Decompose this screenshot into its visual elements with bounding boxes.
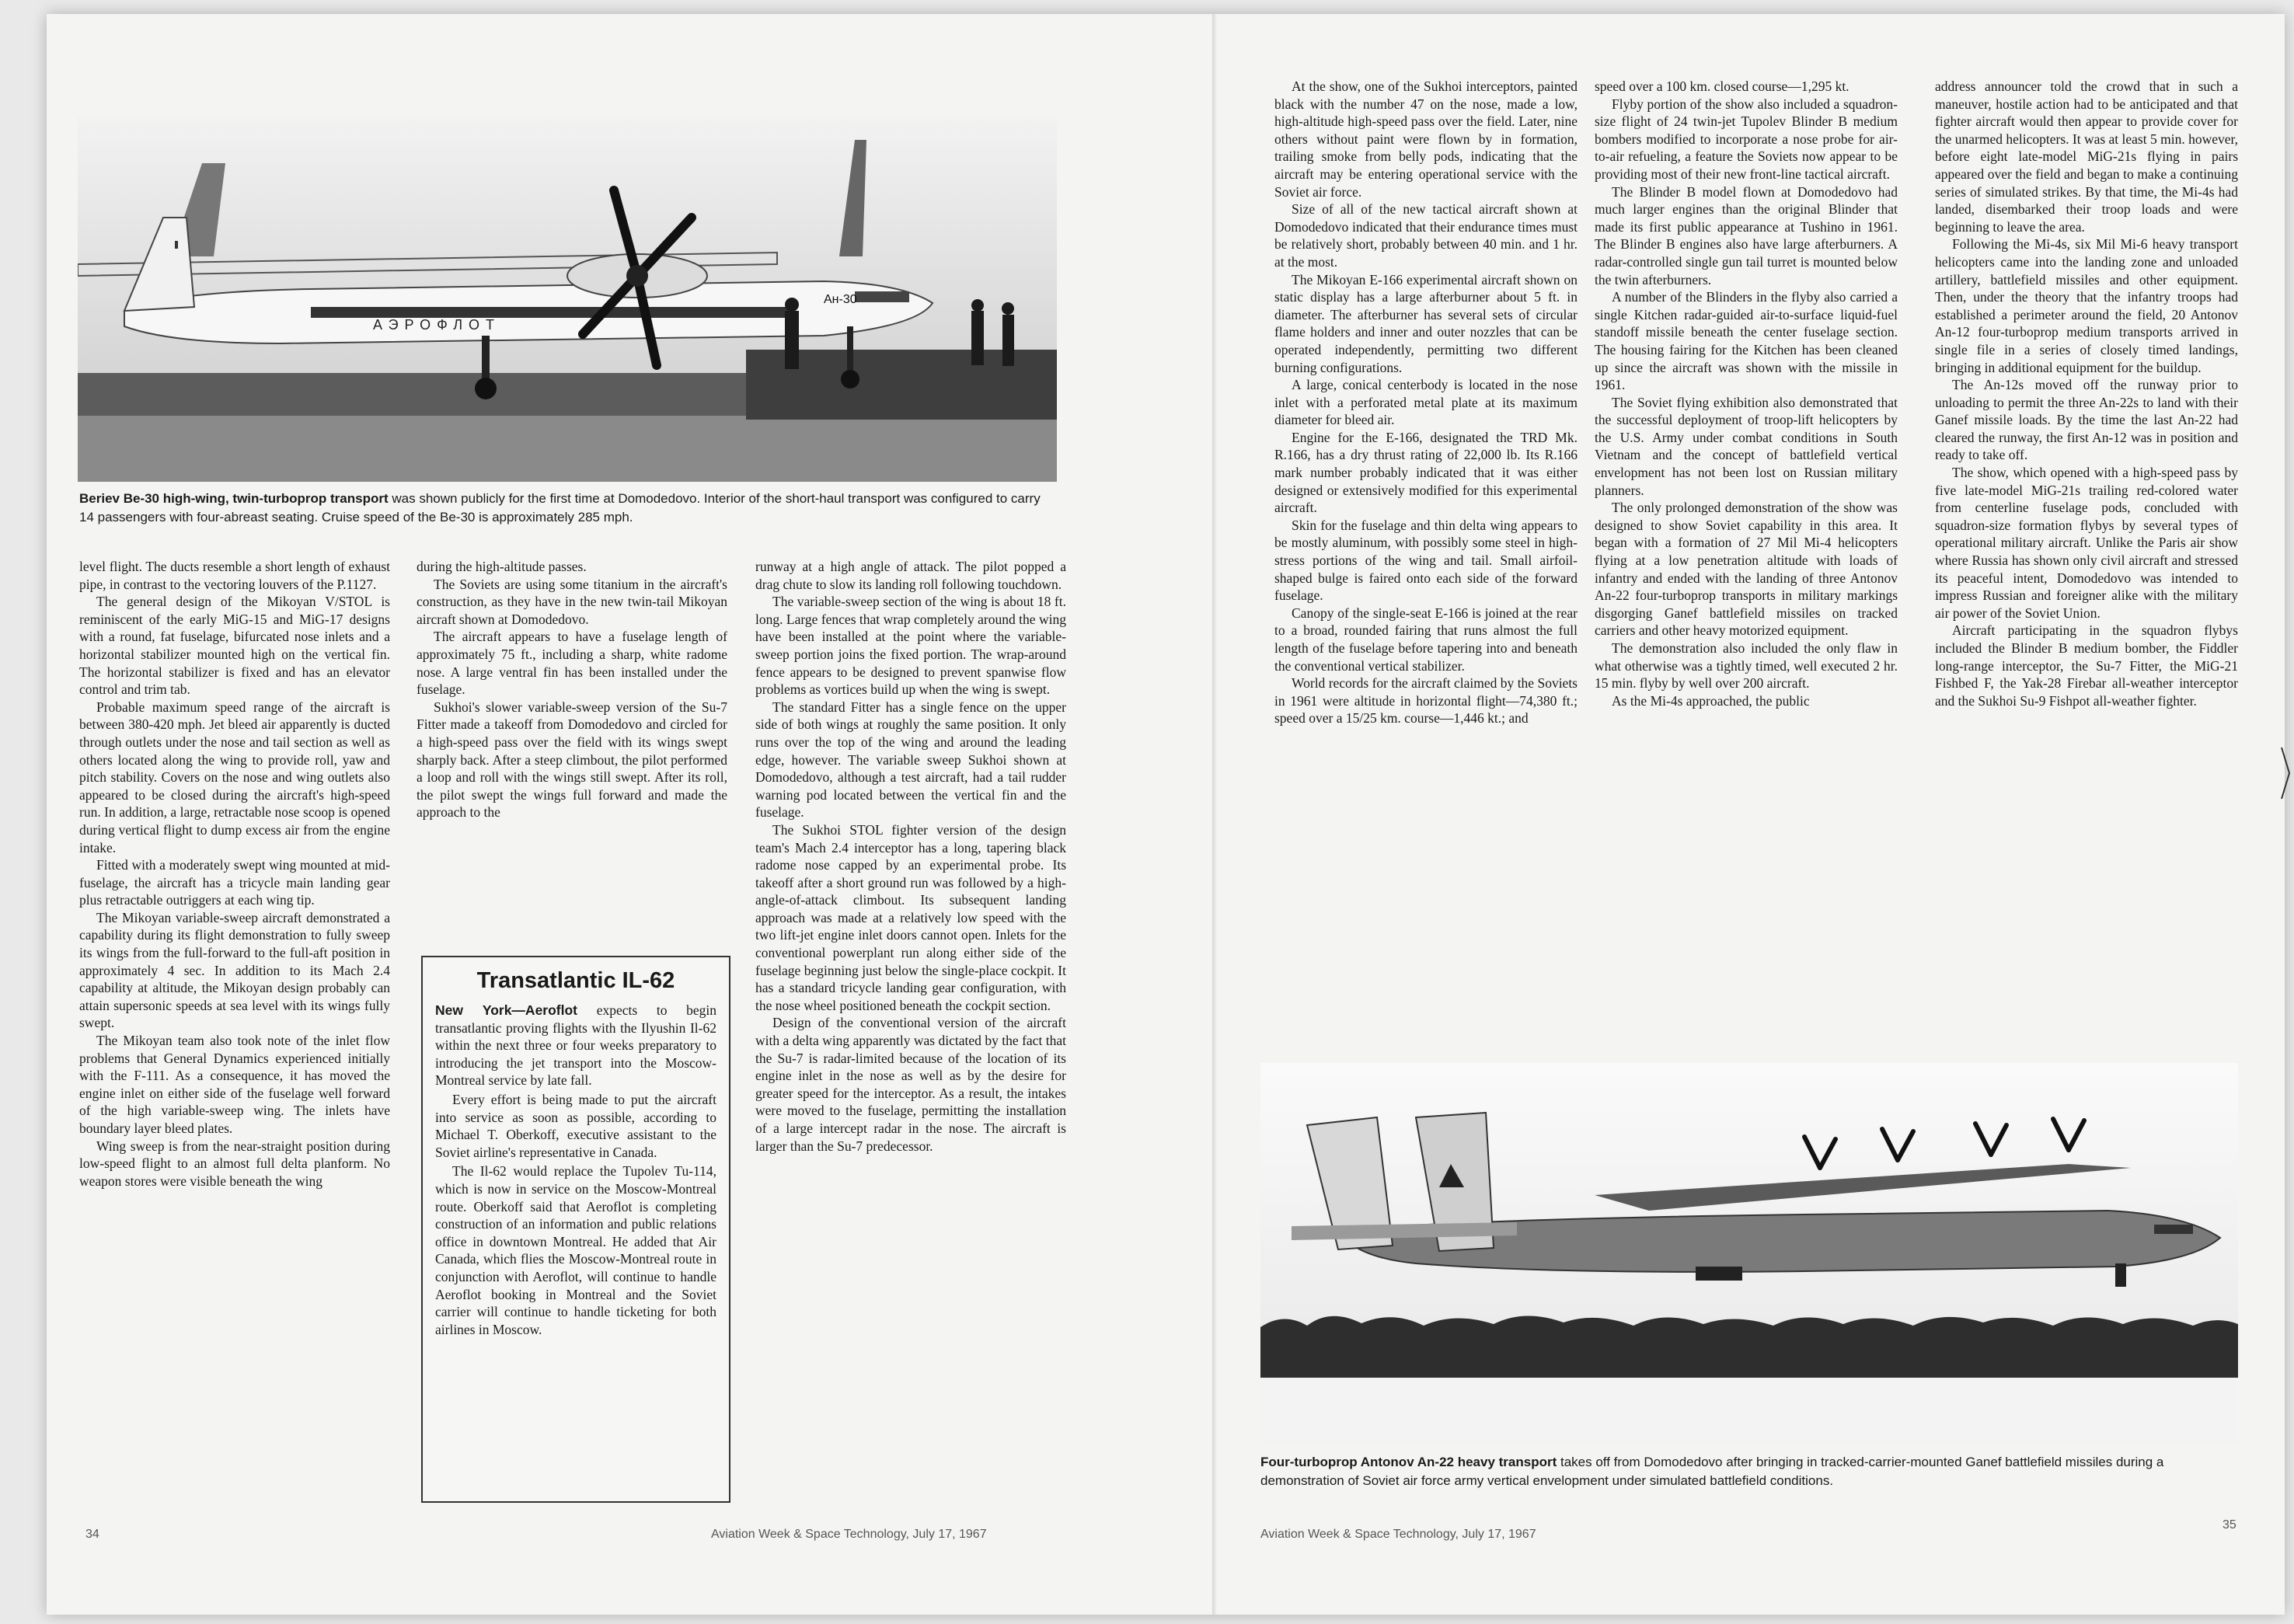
paragraph: The demonstration also included the only flaw in what otherwise was a tightly timed, well executed 2 hr. 15 min. flyby by well over 200 aircraft. <box>1595 640 1898 692</box>
paragraph: Wing sweep is from the near-straight position during low-speed flight to an almost full delta planform. No weapon stores were visible beneath the wing <box>79 1138 390 1189</box>
transatlantic-il62-sidebar <box>421 956 730 1503</box>
left-column-1 <box>79 558 390 1514</box>
paragraph: Probable maximum speed range of the aircraft is between 380-420 mph. Jet bleed air apparently is ducted through outlets under the nose and tail section as well as others located along the wing to provide roll, yaw and pitch stability. Covers on the nose and wing outlets also appeared to be closed during the aircraft's high-speed run. In addition, a large, retractable nose scoop is opened during vertical flight to dump excess air from the engine intake. <box>79 699 390 856</box>
paragraph: The Mikoyan variable-sweep aircraft demonstrated a capability during its flight demonstration to fully sweep its wings from the full-forward to the full-aft position in approximately 4 sec. In addition to its Mach 2.4 capability at altitude, the Mikoyan design probably can attain supersonic speeds at sea level with its wings fully swept. <box>79 909 390 1031</box>
paragraph: The show, which opened with a high-speed pass by five late-model MiG-21s trailing red-colored water from centerline fuselage pods, concluded with squadron-size formation flybys by several types of operational military aircraft. Unlike the Paris air show where Russia has shown only civil aircraft and stressed its peaceful intent, Domodedovo was intended to impress Russian and foreigner alike with the military air power of the Soviet Union. <box>1935 465 2238 621</box>
an22-takeoff-photo <box>1260 1063 2238 1444</box>
paragraph: The Mikoyan E-166 experimental aircraft shown on static display has a large afterburner about 5 ft. in diameter. The afterburner has several sets of circular flame holders and inner and outer nozzles that can be operated independently, permitting two different burning configurations. <box>1274 271 1578 375</box>
paragraph: The standard Fitter has a single fence on the upper side of both wings at roughly the same position. It only runs over the top of the wing and around the leading edge, however. The variable sweep Sukhoi shown at Domodedovo, although a test aircraft, had a tail rudder warning pod located between the vertical fin and the fuselage. <box>755 699 1066 821</box>
paragraph: Design of the conventional version of the aircraft with a delta wing apparently was dictated by the fact that the Su-7 is radar-limited because of the location of its engine inlet in the nose as well as by the desire for greater speed for the interceptor. As a result, the intakes were moved to the fuselage, permitting the installation of a large intercept radar in the nose. The aircraft is larger than the Su-7 predecessor. <box>755 1015 1066 1154</box>
paragraph: Aircraft participating in the squadron flybys included the Blinder B medium bomber, the Fiddler long-range interceptor, the Su-7 Fitter, the MiG-21 Fishbed F, the Yak-28 Firebar all-weather interceptor and the Sukhoi Su-9 Fishpot all-weather fighter. <box>1935 622 2238 709</box>
paragraph: speed over a 100 km. closed course—1,295 kt. <box>1595 78 1849 94</box>
left-photo-caption <box>79 490 1058 527</box>
paragraph: Engine for the E-166, designated the TRD Mk. R.166, has a dry thrust rating of 22,000 lb. Its R.166 mark number probably indicated that it was either designed or extensively modified for this experimental aircraft. <box>1274 429 1578 516</box>
paragraph: The Sukhoi STOL fighter version of the design team's Mach 2.4 interceptor has a long, tapering black radome nose capped by an experimental probe. Its takeoff after a short ground run was followed by a high-angle-of-attack climbout. Its subsequent landing approach was made at a relatively low speed with the two lift-jet engine inlet doors cannot open. Inlets for the conventional powerplant run along either side of the fuselage beginning just below the single-place cockpit. It has a standard tricycle landing gear configuration, with the nose wheel positioned beneath the cockpit section. <box>755 821 1066 1013</box>
paragraph: As the Mi-4s approached, the public <box>1612 692 1810 709</box>
viewer-next-page-tab[interactable] <box>2280 746 2291 800</box>
caption-text: takes off from Domodedovo after bringing in tracked-carrier-mounted Ganef battlefield missiles during a demonstration of Soviet air force army vertical envelopment under simulated battlefield conditions. <box>1260 1455 2164 1488</box>
paragraph: Canopy of the single-seat E-166 is joined at the rear to a broad, rounded fairing that runs almost the full length of the fuselage before tapering into and beneath the conventional vertical stabilizer. <box>1274 605 1578 674</box>
page-gutter <box>1212 14 1217 1615</box>
right-page-number: 35 <box>2223 1518 2236 1532</box>
paragraph: level flight. The ducts resemble a short length of exhaust pipe, in contrast to the vectoring louvers of the P.1127. <box>79 559 390 592</box>
paragraph: address announcer told the crowd that in such a maneuver, hostile action had to be anticipated and that fighter aircraft would then appear to provide cover for the unarmed helicopters. It was at least 5 min. however, before eight late-model MiG-21s flying in pairs appeared over the field and began to make a continuing series of simulated strikes. By that time, the Mi-4s had landed, disembarked their troop loads and were beginning to leave the area. <box>1935 78 2238 235</box>
paragraph: Flyby portion of the show also included a squadron-size flight of 24 twin-jet Tupolev Blinder B medium bombers modified to incorporate a nose probe for air-to-air refueling, a feature the Soviets now appear to be providing most of their new front-line tactical aircraft. <box>1595 96 1898 182</box>
caption-text: was shown publicly for the first time at Domodedovo. Interior of the short-haul transport was configured to carry 14 passengers with four-abreast seating. Cruise speed of the Be-30 is approximately 285 mph. <box>79 491 1041 524</box>
paragraph: The aircraft appears to have a fuselage length of approximately 75 ft., including a sharp, white radome nose. A large ventral fin has been installed under the fuselage. <box>417 629 727 698</box>
paragraph: The Soviet flying exhibition also demonstrated that the successful deployment of troop-lift helicopters by the U.S. Army under combat conditions in South Vietnam and the concept of battlefield vertical envelopment has not been lost on Russian military planners. <box>1595 394 1898 498</box>
left-column-2 <box>417 558 727 946</box>
svg-text:Ан-30: Ан-30 <box>824 293 857 306</box>
sidebar-paragraph: The Il-62 would replace the Tupolev Tu-114, which is now in service on the Moscow-Montreal route. Oberkoff said that Aeroflot is completing construction of an information and public relations office in downtown Montreal. He added that Air Canada, which flies the Moscow-Montreal route in conjunction with Aeroflot, will continue to handle Aeroflot booking in Montreal and the Soviet carrier will continue to handle ticketing for both airlines in Moscow. <box>435 1163 716 1337</box>
paragraph: At the show, one of the Sukhoi interceptors, painted black with the number 47 on the nose, made a low, high-altitude high-speed pass over the field. Later, nine others without paint were flown by in formation, trailing smoke from belly pods, indicating that the aircraft may be entering operational service with the Soviet air force. <box>1274 78 1578 200</box>
paragraph: The Mikoyan team also took note of the inlet flow problems that General Dynamics experienced initially with the F-111. As a consequence, it has moved the engine inlet on either side of the fuselage well forward of the high variable-sweep wing. The inlets have boundary layer bleed plates. <box>79 1033 390 1136</box>
paragraph: World records for the aircraft claimed by the Soviets in 1961 were altitude in horizontal flight—74,380 ft.; speed over a 15/25 km. course—1,446 kt.; and <box>1274 675 1578 727</box>
be30-transport-illustration <box>78 117 1057 482</box>
caption-lead: Four-turboprop Antonov An-22 heavy transport <box>1260 1455 1557 1469</box>
sidebar-dateline: New York—Aeroflot <box>435 1002 578 1018</box>
caption-lead: Beriev Be-30 high-wing, twin-turboprop transport <box>79 491 389 506</box>
paragraph: A large, conical centerbody is located in the nose inlet with a perforated metal plate at its maximum diameter for bleed air. <box>1274 377 1578 428</box>
chevron-right-icon[interactable] <box>2280 746 2291 800</box>
sidebar-paragraph <box>435 1002 716 1089</box>
paragraph: Following the Mi-4s, six Mil Mi-6 heavy transport helicopters came into the landing zone and unloaded artillery, battlefield missiles and other equipment. Then, under the theory that the infantry troops had established a perimeter around the field, 20 Antonov An-12 four-turboprop medium transports arrived in single file in a series of closely timed landings, bringing in additional equipment for the buildup. <box>1935 236 2238 375</box>
sidebar-body <box>435 1002 716 1476</box>
paragraph: The Blinder B model flown at Domodedovo had much larger engines than the original Blinder that made its first public appearance at Tushino in 1961. The Blinder B engines also have large afterburners. A radar-controlled single gun tail turret is mounted below the twin afterburners. <box>1595 183 1898 288</box>
right-column-2 <box>1595 78 1898 1037</box>
paragraph: Fitted with a moderately swept wing mounted at mid-fuselage, the aircraft has a tricycle main landing gear plus retractable outriggers at each wing tip. <box>79 857 390 908</box>
right-folio-publication: Aviation Week & Space Technology, July 17, 1967 <box>1260 1528 1536 1541</box>
right-photo-caption <box>1260 1453 2238 1490</box>
sidebar-title: Transatlantic IL-62 <box>476 968 675 993</box>
paragraph: The An-12s moved off the runway prior to unloading to permit the three An-22s to land with their Ganef missile loads. By the time the last An-22 had cleared the runway, the first An-12 was in position and ready to take off. <box>1935 377 2238 463</box>
paragraph: Size of all of the new tactical aircraft shown at Domodedovo indicated that their endurance times must be relatively short, probably between 40 min. and 1 hr. at the most. <box>1274 201 1578 270</box>
paragraph: Sukhoi's slower variable-sweep version of the Su-7 Fitter made a takeoff from Domodedovo and circled for a high-speed pass over the field with its wings swept sharply back. After a steep climbout, the pilot performed a loop and roll with the wings still swept. After its roll, the pilot swept the wings full forward and made the approach to the <box>417 699 727 821</box>
right-column-3 <box>1935 78 2238 1037</box>
an22-takeoff-illustration <box>1260 1063 2238 1444</box>
paragraph: runway at a high angle of attack. The pilot popped a drag chute to slow its landing roll following touchdown. <box>755 559 1066 592</box>
paragraph: Skin for the fuselage and thin delta wing appears to be mostly aluminum, with possibly some steel in high-stress portions of the wing and tail. Small airfoil-shaped bulge is faired onto each side of the forward fuselage. <box>1274 517 1578 604</box>
paragraph: during the high-altitude passes. <box>417 559 587 574</box>
sidebar-paragraph-text: expects to begin transatlantic proving flights with the Ilyushin Il-62 within the next three or four weeks preparatory to introducing the jet transport into the Moscow-Montreal service by late fall. <box>435 1002 716 1089</box>
paragraph: A number of the Blinders in the flyby also carried a single Kitchen radar-guided air-to-surface liquid-fuel standoff missile beneath the center fuselage section. The housing fairing for the Kitchen has been cleaned up since the aircraft was shown with the missile in 1961. <box>1595 289 1898 393</box>
be30-transport-photo <box>78 117 1057 482</box>
left-page-number: 34 <box>85 1528 99 1541</box>
left-folio-publication: Aviation Week & Space Technology, July 17, 1967 <box>711 1528 987 1541</box>
fuselage-marking: АЭРОФЛОТ <box>373 317 501 333</box>
paragraph: The variable-sweep section of the wing is about 18 ft. long. Large fences that wrap completely around the wing have been installed at the point where the variable-sweep portion joins the fixed portion. The wrap-around fence appears to be designed to prevent spanwise flow problems as vortices build up when the wing is swept. <box>755 594 1066 698</box>
right-column-1 <box>1274 78 1578 1037</box>
paragraph: The Soviets are using some titanium in the aircraft's construction, as they have in the new twin-tail Mikoyan aircraft shown at Domodedovo. <box>417 576 727 627</box>
paragraph: The general design of the Mikoyan V/STOL is reminiscent of the early MiG-15 and MiG-17 designs with a round, fat fuselage, bifurcated nose inlets and a horizontal stabilizer mounted high on the vertical fin. The horizontal stabilizer is fixed and has an elevator control and trim tab. <box>79 594 390 698</box>
paragraph: The only prolonged demonstration of the show was designed to show Soviet capability in this area. It began with a formation of 27 Mil Mi-4 helicopters flying at a low penetration altitude with loads of infantry and ended with the landing of three Antonov An-22 four-turboprop transports in military markings disgorging Ganef battlefield missiles on tracked carriers and other heavy motorized equipment. <box>1595 500 1898 639</box>
sidebar-paragraph: Every effort is being made to put the aircraft into service as soon as possible, according to Michael T. Oberkoff, executive assistant to the Soviet airline's representative in Canada. <box>435 1091 716 1160</box>
left-column-3 <box>755 558 1066 1514</box>
